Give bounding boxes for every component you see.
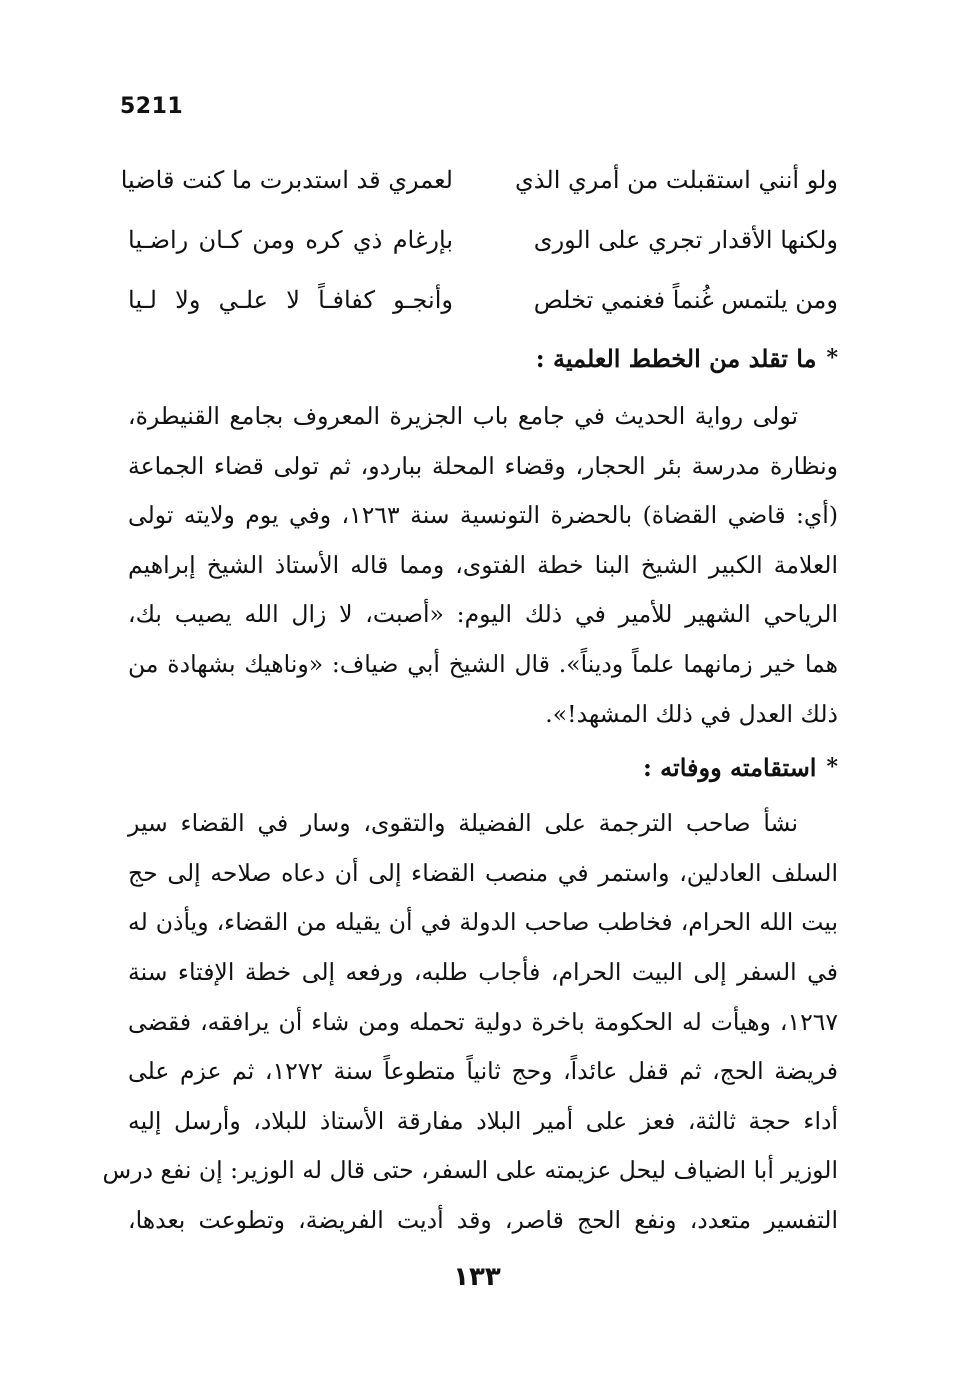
text-line: العلامة الكبير الشيخ البنا خطة الفتوى، ومما قاله الأستاذ الشيخ إبراهيم — [128, 550, 838, 579]
text-line: السلف العادلين، واستمر في منصب القضاء إلى أن دعاه صلاحه إلى حج — [128, 858, 838, 887]
text-line: الوزير أبا الضياف ليحل عزيمته على السفر، حتى قال له الوزير: إن نفع درس — [102, 1156, 838, 1185]
page-content — [102, 150, 839, 1246]
section-title: استقامته ووفاته : — [642, 752, 817, 782]
reference-number: 5211 — [120, 94, 184, 119]
paragraph-integrity-death — [102, 799, 839, 1245]
verse-second-hemistich: لعمري قد استدبرت ما كنت قاضيا — [120, 166, 453, 194]
text-line: بيت الله الحرام، فخاطب صاحب الدولة في أن يقيله من القضاء، ويأذن له — [128, 908, 838, 937]
text-line: التفسير متعدد، ونفع الحج قاصر، وقد أديت الفريضة، وتطوعت بعدها، — [128, 1205, 838, 1234]
text-line: (أي: قاضي القضاة) بالحضرة التونسية سنة ١٢٦٣، وفي يوم ولايته تولى — [128, 501, 839, 530]
verse-second-hemistich: بإرغام ذي كره ومن كـان راضـيا — [128, 226, 453, 254]
text-line: ذلك العدل في ذلك المشهد!». — [545, 699, 838, 728]
paragraph-academic-posts — [128, 392, 838, 739]
verse-row — [128, 270, 838, 330]
text-line: ١٢٦٧، وهيأت له الحكومة باخرة دولية تحمله ومن شاء أن يرافقه، فقضى — [128, 1007, 838, 1036]
text-line: تولى رواية الحديث في جامع باب الجزيرة المعروف بجامع القنيطرة، — [128, 402, 798, 430]
text-line: أداء حجة ثالثة، فعز على أمير البلاد مفارقة الأستاذ للبلاد، وأرسل إليه — [128, 1106, 838, 1135]
section-heading-integrity-death — [128, 739, 838, 795]
verse-row — [128, 210, 838, 270]
text-line: نشأ صاحب الترجمة على الفضيلة والتقوى، وسار في القضاء سير — [128, 809, 798, 838]
page-number: ١٣٣ — [453, 1262, 501, 1292]
section-heading-academic-posts — [128, 330, 838, 386]
verse-row — [120, 150, 838, 210]
verse-second-hemistich: وأنجـو كفافـاً لا علـي ولا لـيا — [128, 286, 453, 314]
asterisk-icon: * — [826, 345, 838, 371]
text-line: هما خير زمانهما علماً وديناً». قال الشيخ أبي ضياف: «وناهيك بشهادة من — [128, 649, 838, 678]
verse-first-hemistich: ولو أنني استقبلت من أمري الذي — [515, 166, 838, 194]
verse-first-hemistich: ومن يلتمس غُنماً فغنمي تخلص — [533, 286, 838, 314]
text-line: الرياحي الشهير للأمير في ذلك اليوم: «أصبت، لا زال الله يصيب بك، — [128, 600, 838, 629]
text-line: في السفر إلى البيت الحرام، فأجاب طلبه، ورفعه إلى خطة الإفتاء سنة — [128, 957, 838, 986]
text-line: فريضة الحج، ثم قفل عائداً، وحج ثانياً متطوعاً سنة ١٢٧٢، ثم عزم على — [128, 1057, 839, 1086]
text-line: ونظارة مدرسة بئر الحجار، وقضاء المحلة بباردو، ثم تولى قضاء الجماعة — [128, 451, 838, 480]
verse-first-hemistich: ولكنها الأقدار تجري على الورى — [533, 226, 838, 254]
asterisk-icon: * — [826, 754, 838, 781]
poem-block — [120, 150, 838, 330]
section-title: ما تقلد من الخطط العلمية : — [535, 343, 817, 373]
